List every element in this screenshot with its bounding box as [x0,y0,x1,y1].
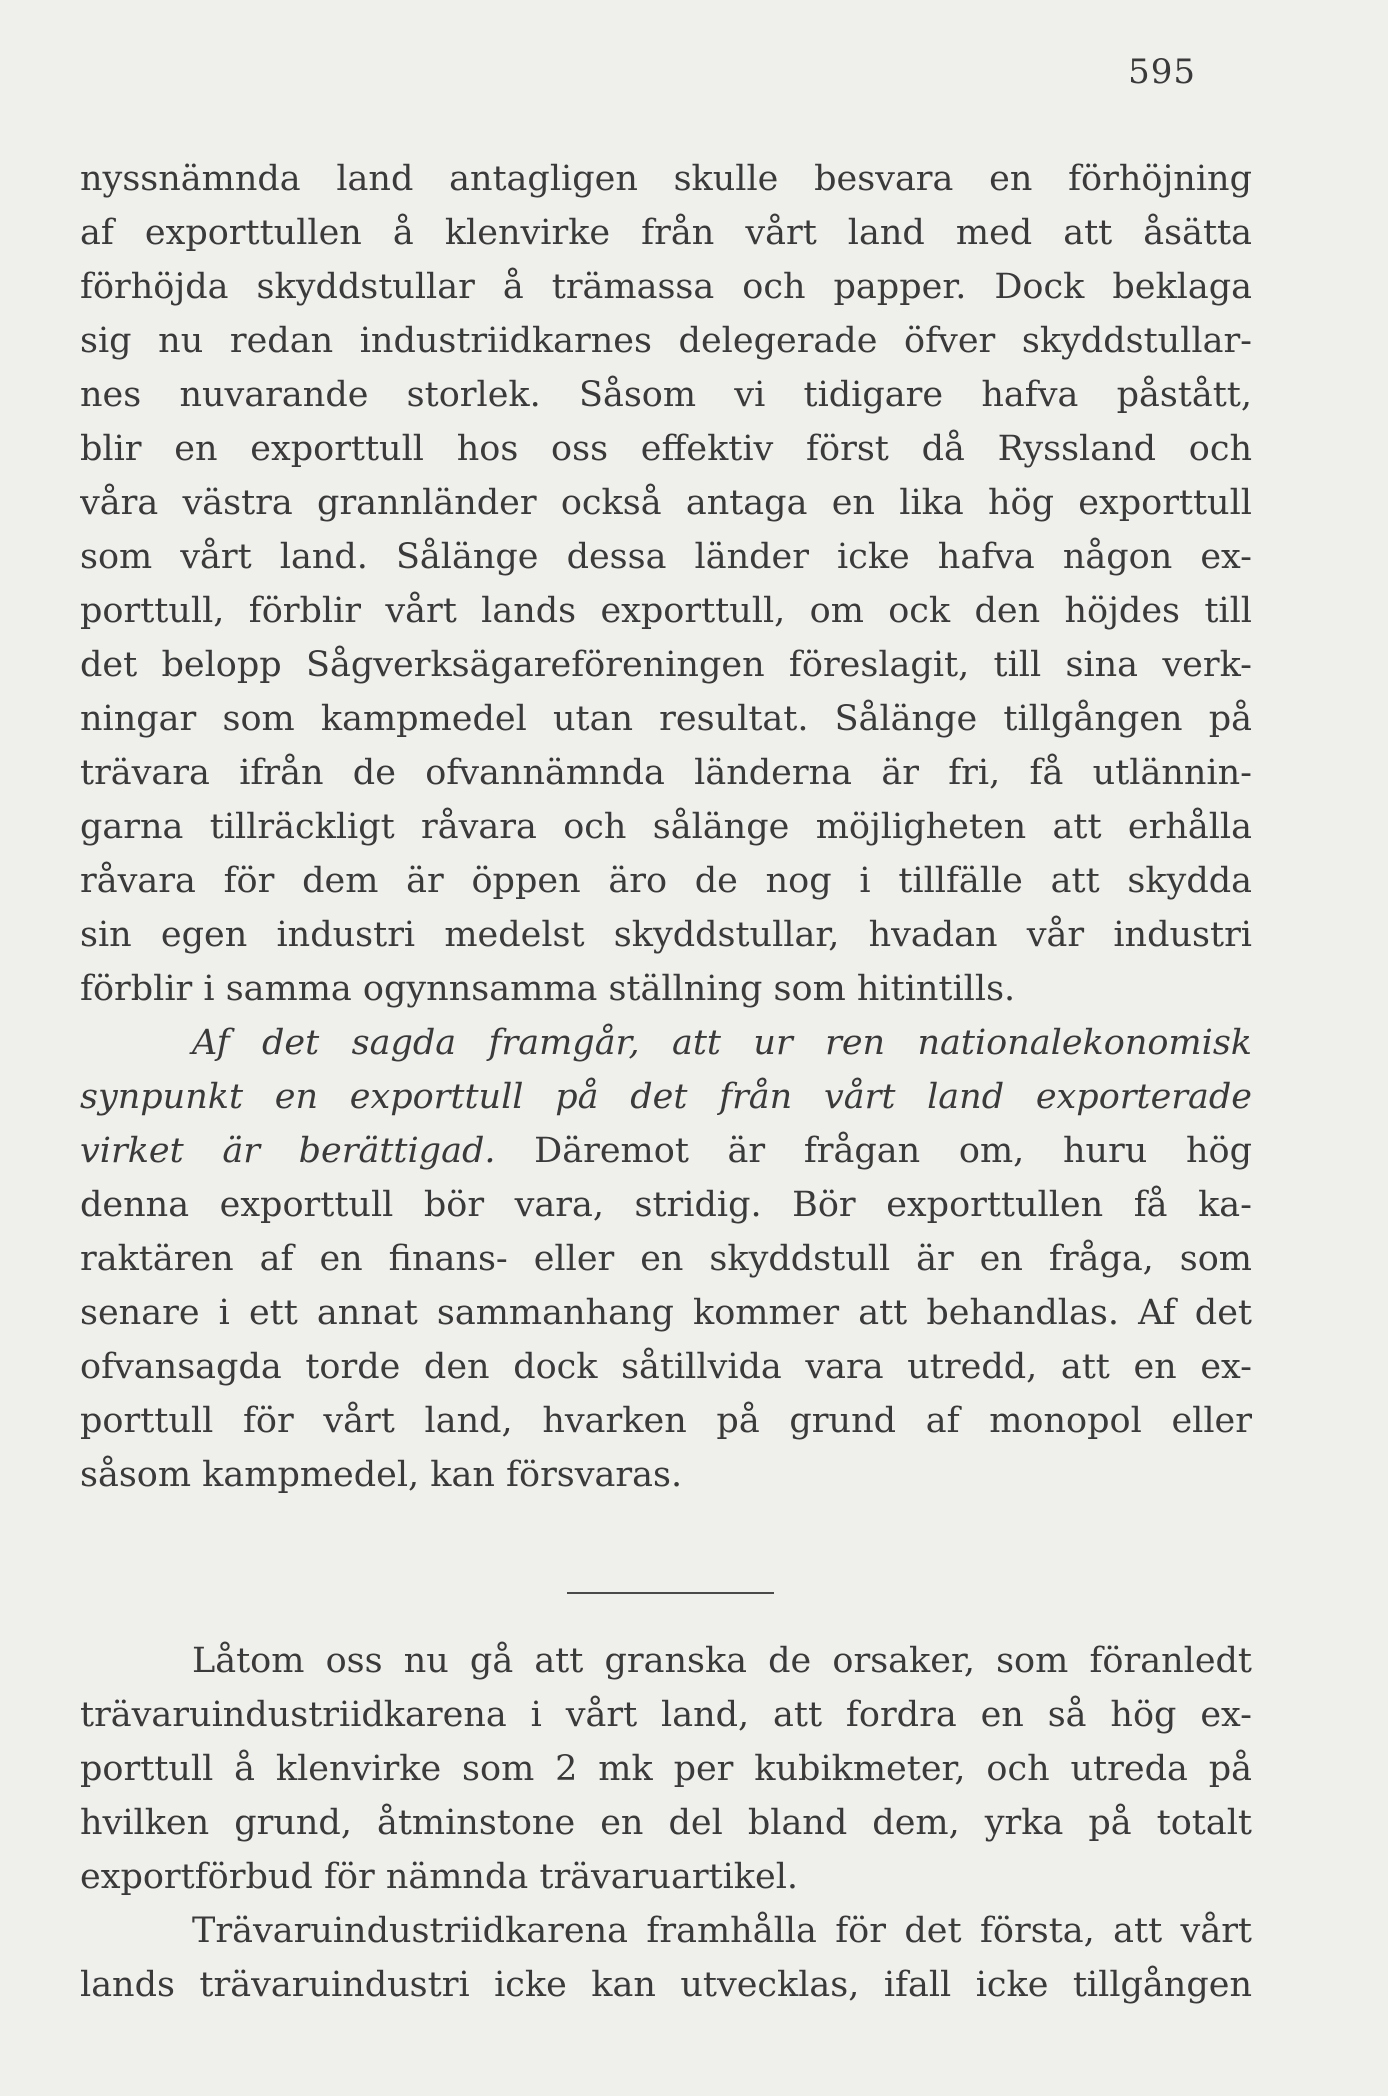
text-line: råvara för dem är öppen äro de nog i tillfälle att skydda [80,861,1252,901]
text-line: nes nuvarande storlek. Såsom vi tidigare hafva påstått, [80,375,1252,415]
paragraph-causes [80,1634,1252,1904]
text-line [80,1016,1252,1070]
text-line: porttull, förblir vårt lands exporttull, om ock den höjdes till [80,591,1252,631]
text-line [80,1070,1252,1124]
text-line: sig nu redan industriidkarnes delegerade öfver skyddstullar- [80,321,1252,361]
text-line: Låtom oss nu gå att granska de orsaker, som föranledt [192,1641,1252,1681]
text-line: exportförbud för nämnda trävaruartikel. [80,1857,799,1897]
text-line: Trävaruindustriidkarena framhålla för det första, att vårt [192,1911,1252,1951]
text-line: af exporttullen å klenvirke från vårt land med att åsätta [80,213,1252,253]
text-line: denna exporttull bör vara, stridig. Bör exporttullen få ka- [80,1185,1252,1225]
text-line: våra västra grannländer också antaga en lika hög exporttull [80,483,1252,523]
text-line: som vårt land. Sålänge dessa länder icke hafva någon ex- [80,537,1252,577]
body-text [80,152,1252,2012]
text-line: lands trävaruindustri icke kan utvecklas, ifall icke tillgången [80,1965,1252,2005]
text-line: sin egen industri medelst skyddstullar, hvadan vår industri [80,915,1252,955]
text-line: ningar som kampmedel utan resultat. Sålänge tillgången på [80,699,1252,739]
text-line: förhöjda skyddstullar å trämassa och papper. Dock beklaga [80,267,1252,307]
text-line: porttull för vårt land, hvarken på grund af monopol eller [80,1401,1252,1441]
text-line: porttull å klenvirke som 2 mk per kubikmeter, och utreda på [80,1749,1252,1789]
text-line: trävara ifrån de ofvannämnda länderna är fri, få utlännin- [80,753,1252,793]
text-line: förblir i samma ogynnsamma ställning som hitintills. [80,969,1016,1009]
emphasis-text: virket är berättigad. [80,1131,496,1171]
emphasis-text: Af det sagda framgår, att ur ren nationalekonomisk [192,1023,1252,1063]
text-line: senare i ett annat sammanhang kommer att behandlas. Af det [80,1293,1252,1333]
emphasis-text: synpunkt en exporttull på det från vårt land exporterade [80,1077,1252,1117]
text-line: det belopp Sågverksägareföreningen föreslagit, till sina verk- [80,645,1252,685]
text-line: virket är berättigad. Däremot är frågan om, huru hög [80,1131,1252,1171]
text-line: såsom kampmedel, kan försvaras. [80,1455,683,1495]
paragraph-exporttull-effect [80,152,1252,1016]
text-line: garna tillräckligt råvara och sålänge möjligheten att erhålla [80,807,1252,847]
text-line: hvilken grund, åtminstone en del bland dem, yrka på totalt [80,1803,1252,1843]
text-line: nyssnämnda land antagligen skulle besvara en förhöjning [80,159,1252,199]
section-divider [80,1574,1252,1634]
text-line: trävaruindustriidkarena i vårt land, att fordra en så hög ex- [80,1695,1252,1735]
text-line: blir en exporttull hos oss effektiv först då Ryssland och [80,429,1252,469]
text-line: raktären af en finans- eller en skyddstull är en fråga, som [80,1239,1252,1279]
text-line: ofvansagda torde den dock såtillvida vara utredd, att en ex- [80,1347,1252,1387]
paragraph-first-argument [80,1904,1252,2012]
paragraph-conclusion [80,1016,1252,1502]
page-number: 595 [1128,52,1196,92]
